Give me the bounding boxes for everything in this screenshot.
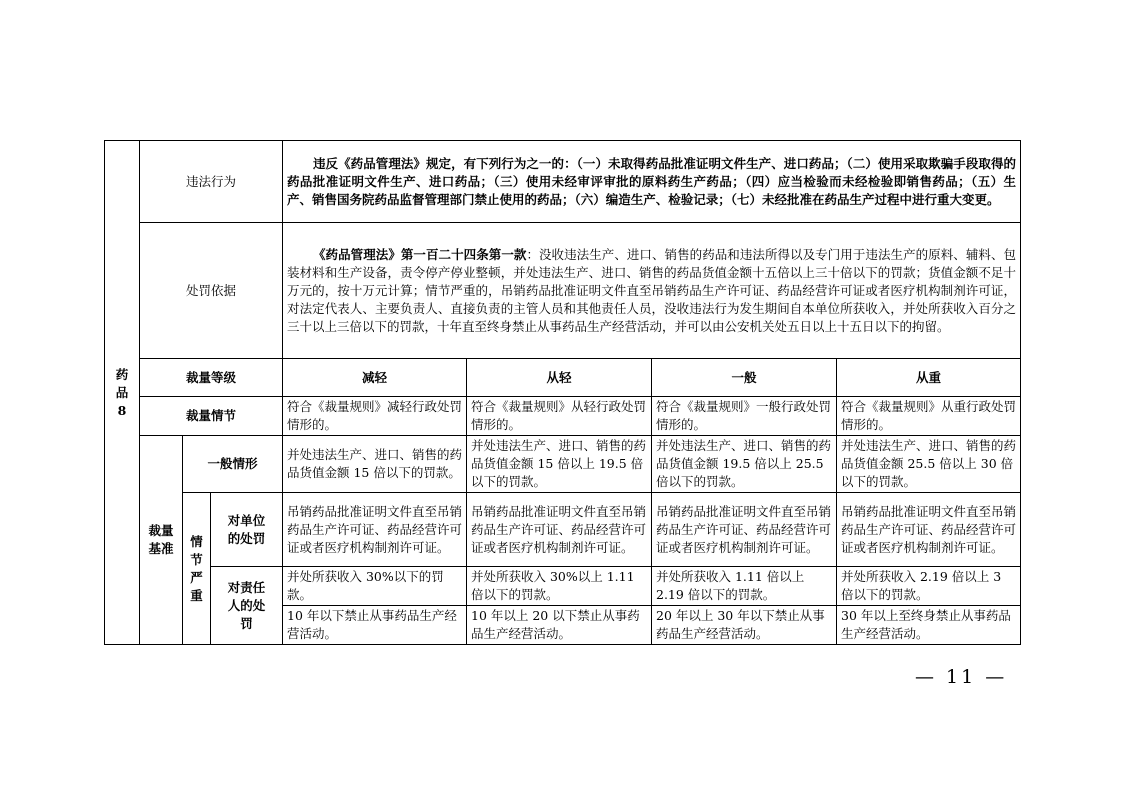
general-cell: 并处违法生产、进口、销售的药品货值金额 15 倍以上 19.5 倍以下的罚款。 <box>467 436 652 493</box>
circumstance-cell: 符合《裁量规则》从重行政处罚情形的。 <box>837 397 1021 436</box>
circumstance-label: 裁量情节 <box>140 397 283 436</box>
unit-penalty-label: 对单位 的处罚 <box>211 493 283 567</box>
unit-penalty-cell: 吊销药品批准证明文件直至吊销药品生产许可证、药品经营许可证或者医疗机构制剂许可证。 <box>652 493 837 567</box>
general-cell: 并处违法生产、进口、销售的药品货值金额 25.5 倍以上 30 倍以下的罚款。 <box>837 436 1021 493</box>
general-cell: 并处违法生产、进口、销售的药品货值金额 15 倍以下的罚款。 <box>283 436 467 493</box>
grade-level: 从轻 <box>467 359 652 397</box>
grade-label: 裁量等级 <box>140 359 283 397</box>
person-fine-cell: 并处所获收入 30%以上 1.11 倍以下的罚款。 <box>467 567 652 606</box>
violation-label: 违法行为 <box>140 141 283 223</box>
circumstance-row <box>105 397 1021 436</box>
person-ban-cell: 10 年以上 20 以下禁止从事药品生产经营活动。 <box>467 606 652 645</box>
serious-label: 情 节 严 重 <box>183 493 211 645</box>
grade-row <box>105 359 1021 397</box>
unit-penalty-cell: 吊销药品批准证明文件直至吊销药品生产许可证、药品经营许可证或者医疗机构制剂许可证。 <box>283 493 467 567</box>
general-label: 一般情形 <box>183 436 283 493</box>
penalty-table <box>104 140 1021 645</box>
person-fine-row <box>105 567 1021 606</box>
circumstance-cell: 符合《裁量规则》减轻行政处罚情形的。 <box>283 397 467 436</box>
violation-row <box>105 141 1021 223</box>
grade-level: 一般 <box>652 359 837 397</box>
grade-level: 减轻 <box>283 359 467 397</box>
basis-row <box>105 223 1021 359</box>
basis-label: 处罚依据 <box>140 223 283 359</box>
person-ban-cell: 30 年以上至终身禁止从事药品生产经营活动。 <box>837 606 1021 645</box>
general-cell: 并处违法生产、进口、销售的药品货值金额 19.5 倍以上 25.5 倍以下的罚款。 <box>652 436 837 493</box>
person-ban-cell: 20 年以上 30 年以下禁止从事药品生产经营活动。 <box>652 606 837 645</box>
basis-body: ：没收违法生产、进口、销售的药品和违法所得以及专门用于违法生产的原料、辅料、包装材料和生产设备，责令停产停业整顿，并处违法生产、进口、销售的药品货值金额十五倍以上三十倍以下的罚款；货值金额不足十万元的，按十万元计算；情节严重的，吊销药品批准证明文件直至吊销药品生产许可证、药品经营许可证或者医疗机构制剂许可证，对法定代表人、主要负责人、直接负责的主管人员和其他责任人员，没收违法行为发生期间自本单位所获收入，并处所获收入百分之三十以上三倍以下的罚款，十年直至终身禁止从事药品生产经营活动，并可以由公安机关处五日以上十五日以下的拘留。 <box>287 246 1017 334</box>
unit-penalty-row <box>105 493 1021 567</box>
person-penalty-label: 对责任 人的处 罚 <box>211 567 283 645</box>
unit-penalty-cell: 吊销药品批准证明文件直至吊销药品生产许可证、药品经营许可证或者医疗机构制剂许可证。 <box>837 493 1021 567</box>
standard-label: 裁量 基准 <box>140 436 183 645</box>
page-number: — 11 — <box>915 666 1008 688</box>
item-label: 药 品 8 <box>105 141 140 645</box>
circumstance-cell: 符合《裁量规则》从轻行政处罚情形的。 <box>467 397 652 436</box>
person-fine-cell: 并处所获收入 1.11 倍以上 2.19 倍以下的罚款。 <box>652 567 837 606</box>
general-row <box>105 436 1021 493</box>
person-ban-cell: 10 年以下禁止从事药品生产经营活动。 <box>283 606 467 645</box>
person-fine-cell: 并处所获收入 2.19 倍以上 3 倍以下的罚款。 <box>837 567 1021 606</box>
basis-lead: 《药品管理法》第一百二十四条第一款 <box>313 246 527 262</box>
violation-text: 违反《药品管理法》规定，有下列行为之一的：（一）未取得药品批准证明文件生产、进口药品；（二）使用采取欺骗手段取得的药品批准证明文件生产、进口药品；（三）使用未经审评审批的原料药生产药品；（四）应当检验而未经检验即销售药品；（五）生产、销售国务院药品监督管理部门禁止使用的药品；（六）编造生产、检验记录；（七）未经批准在药品生产过程中进行重大变更。 <box>283 141 1021 223</box>
circumstance-cell: 符合《裁量规则》一般行政处罚情形的。 <box>652 397 837 436</box>
unit-penalty-cell: 吊销药品批准证明文件直至吊销药品生产许可证、药品经营许可证或者医疗机构制剂许可证。 <box>467 493 652 567</box>
grade-level: 从重 <box>837 359 1021 397</box>
person-fine-cell: 并处所获收入 30%以下的罚款。 <box>283 567 467 606</box>
basis-text <box>283 223 1021 359</box>
